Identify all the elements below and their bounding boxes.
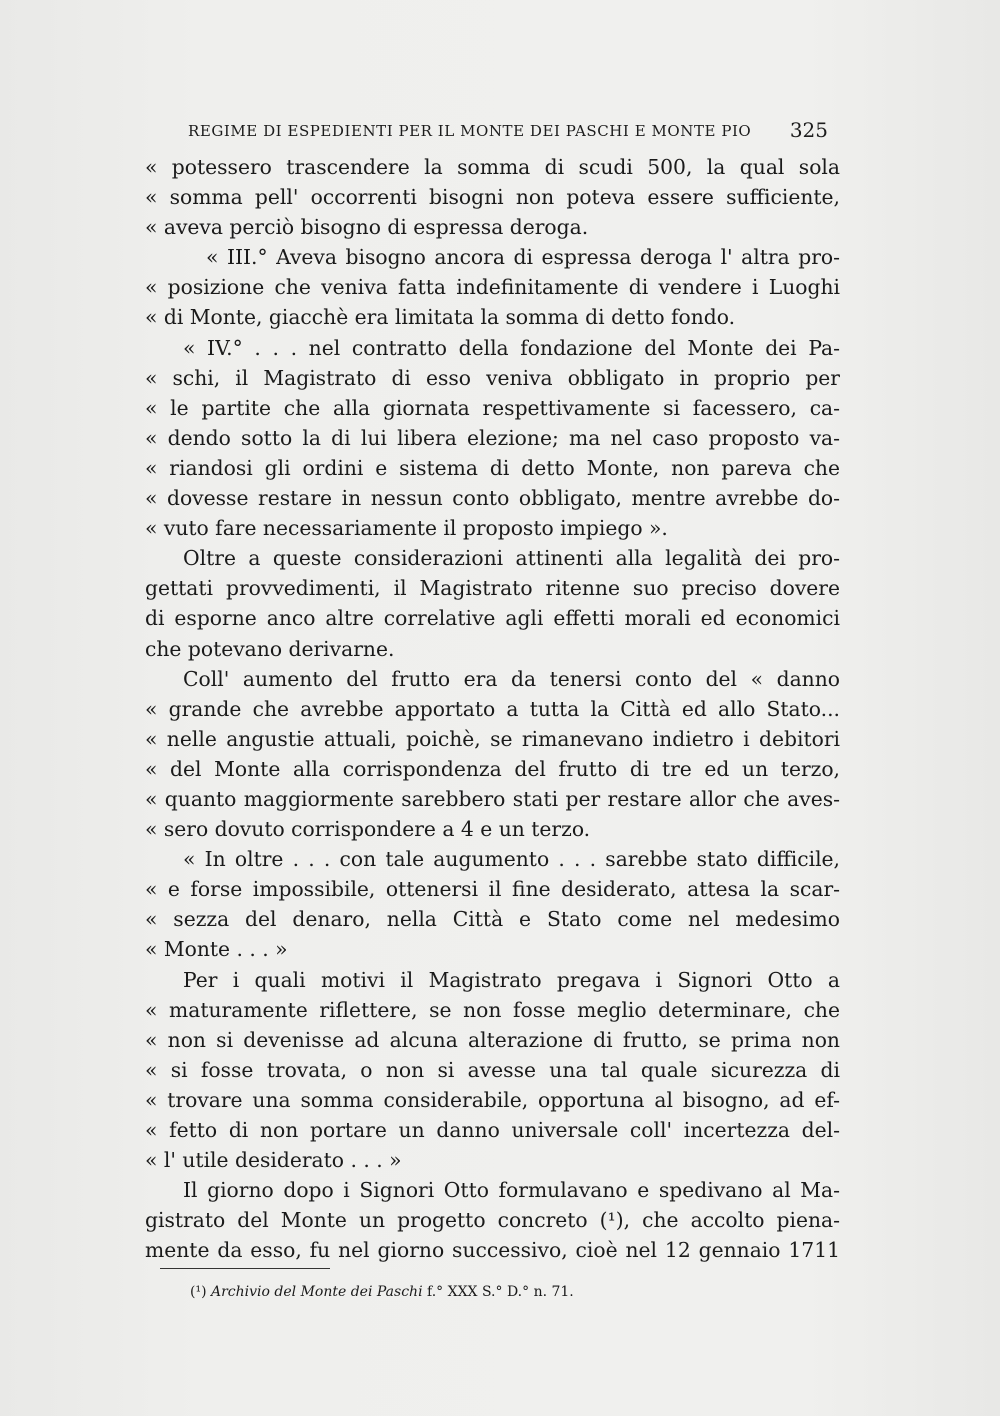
running-head: REGIME DI ESPEDIENTI PER IL MONTE DEI PASCHI E MONTE PIO bbox=[188, 122, 752, 140]
footnote-source: Archivio del Monte dei Paschi bbox=[211, 1284, 423, 1300]
text-line: che potevano derivarne. bbox=[145, 636, 395, 661]
text-line: « vuto fare necessariamente il proposto impiego ». bbox=[145, 516, 668, 541]
text-line: « III.° Aveva bisogno ancora di espressa deroga l' altra pro- bbox=[206, 245, 840, 270]
text-line: « riandosi gli ordini e sistema di detto Monte, non pareva che bbox=[145, 455, 840, 480]
text-line: « aveva perciò bisogno di espressa deroga. bbox=[145, 215, 589, 240]
text-line: mente da esso, fu nel giorno successivo, cioè nel 12 gennaio 1711 bbox=[145, 1238, 840, 1263]
text-line: « potessero trascendere la somma di scudi 500, la qual sola bbox=[145, 155, 840, 179]
text-line: « l' utile desiderato . . . » bbox=[145, 1148, 402, 1173]
text-line: « si fosse trovata, o non si avesse una tal quale sicurezza di bbox=[145, 1057, 840, 1082]
footnote-reference: f.° XXX S.° D.° n. 71. bbox=[427, 1284, 574, 1300]
text-line: « maturamente riflettere, se non fosse meglio determinare, che bbox=[145, 997, 840, 1022]
text-line: « In oltre . . . con tale augumento . . . sarebbe stato difficile, bbox=[183, 847, 840, 872]
text-line: « posizione che veniva fatta indefinitamente di vendere i Luoghi bbox=[145, 275, 840, 300]
text-line: di esporne anco altre correlative agli effetti morali ed economici bbox=[145, 606, 840, 631]
text-line: gettati provvedimenti, il Magistrato ritenne suo preciso dovere bbox=[145, 576, 840, 601]
text-line: « somma pell' occorrenti bisogni non poteva essere sufficiente, bbox=[145, 185, 840, 210]
text-line: gistrato del Monte un progetto concreto (¹), che accolto piena- bbox=[145, 1208, 840, 1233]
text-line: Coll' aumento del frutto era da tenersi conto del « danno bbox=[183, 666, 840, 691]
text-line: « le partite che alla giornata respettivamente si facessero, ca- bbox=[145, 395, 840, 420]
text-line: « sezza del denaro, nella Città e Stato come nel medesimo bbox=[145, 907, 840, 932]
text-line: Oltre a queste considerazioni attinenti alla legalità dei pro- bbox=[183, 546, 840, 571]
page-number: 325 bbox=[789, 118, 828, 142]
body-text bbox=[145, 152, 840, 1265]
text-line: « fetto di non portare un danno universale coll' incertezza del- bbox=[145, 1118, 840, 1142]
text-line: « Monte . . . » bbox=[145, 937, 288, 962]
text-line: Per i quali motivi il Magistrato pregava i Signori Otto a bbox=[183, 967, 840, 992]
text-line: « dendo sotto la di lui libera elezione; ma nel caso proposto va- bbox=[145, 425, 840, 450]
text-line: « non si devenisse ad alcuna alterazione di frutto, se prima non bbox=[145, 1027, 840, 1052]
text-line: « IV.° . . . nel contratto della fondazione del Monte dei Pa- bbox=[183, 335, 840, 360]
page-header bbox=[188, 118, 828, 144]
footnote-divider bbox=[160, 1268, 330, 1269]
footnote-marker: (¹) bbox=[190, 1284, 207, 1300]
text-line: « di Monte, giacchè era limitata la somma di detto fondo. bbox=[145, 305, 736, 330]
text-line: « dovesse restare in nessun conto obbligato, mentre avrebbe do- bbox=[145, 486, 840, 511]
text-line: « e forse impossibile, ottenersi il fine desiderato, attesa la scar- bbox=[145, 877, 840, 902]
text-line: « del Monte alla corrispondenza del frutto di tre ed un terzo, bbox=[145, 756, 840, 781]
footnote bbox=[190, 1284, 574, 1300]
text-line: « sero dovuto corrispondere a 4 e un terzo. bbox=[145, 817, 591, 842]
text-line: « trovare una somma considerabile, opportuna al bisogno, ad ef- bbox=[145, 1087, 840, 1112]
text-line: « quanto maggiormente sarebbero stati per restare allor che aves- bbox=[145, 786, 840, 811]
text-line: « nelle angustie attuali, poichè, se rimanevano indietro i debitori bbox=[145, 726, 840, 751]
text-line: « grande che avrebbe apportato a tutta la Città ed allo Stato... bbox=[145, 696, 840, 721]
text-line: Il giorno dopo i Signori Otto formulavano e spedivano al Ma- bbox=[183, 1178, 840, 1203]
text-line: « schi, il Magistrato di esso veniva obbligato in proprio per bbox=[145, 365, 840, 390]
